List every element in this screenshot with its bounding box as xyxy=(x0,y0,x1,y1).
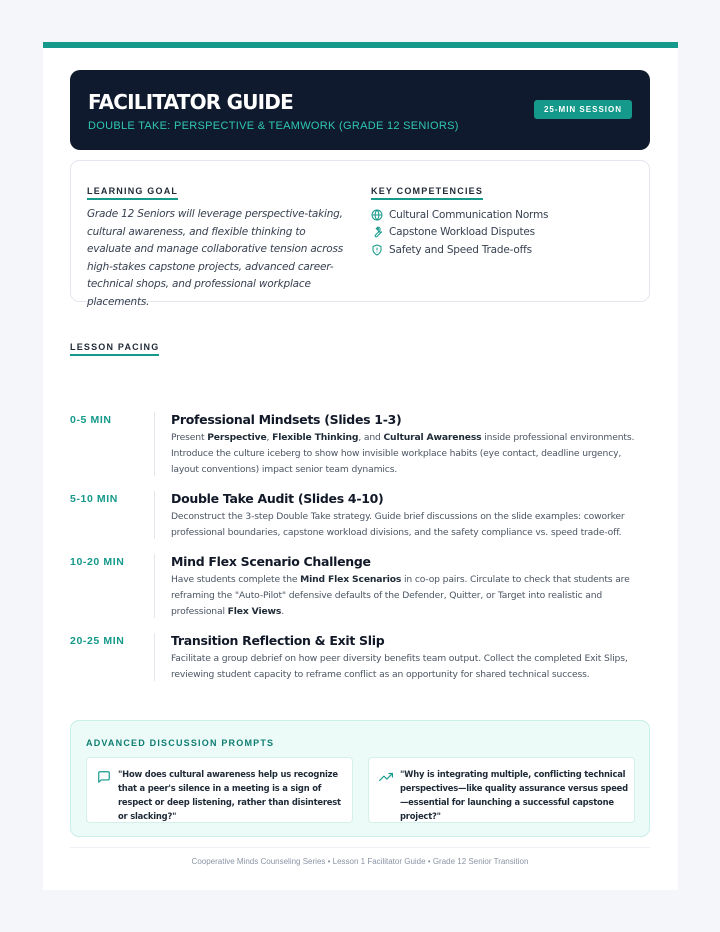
pacing-body xyxy=(154,491,650,539)
shield-icon xyxy=(371,244,383,256)
key-competencies-label: KEY COMPETENCIES xyxy=(371,186,483,200)
learning-goal-label: LEARNING GOAL xyxy=(87,186,178,200)
discussion-prompt-text: "How does cultural awareness help us recognize that a peer's silence in a meeting is a sign of respect or deep listening, rather than disinterest or slacking?" xyxy=(118,769,341,821)
session-length-badge: 25-MIN SESSION xyxy=(534,100,632,119)
competency-label: Cultural Communication Norms xyxy=(389,208,549,221)
key-competencies-section xyxy=(371,181,631,259)
competency-item xyxy=(371,206,631,224)
page-footer: Cooperative Minds Counseling Series • Lesson 1 Facilitator Guide • Grade 12 Senior Transition xyxy=(70,847,650,866)
pacing-time: 20-25 MIN xyxy=(70,635,125,647)
pacing-time: 5-10 MIN xyxy=(70,493,118,505)
discussion-prompts-label: ADVANCED DISCUSSION PROMPTS xyxy=(86,738,275,748)
learning-goal-section xyxy=(87,181,347,311)
wrench-icon xyxy=(371,226,383,238)
competency-list xyxy=(371,206,631,259)
pacing-title: Professional Mindsets (Slides 1-3) xyxy=(171,412,402,427)
competency-item xyxy=(371,241,631,259)
pacing-body xyxy=(154,412,650,476)
pacing-title: Mind Flex Scenario Challenge xyxy=(171,554,371,569)
pacing-body xyxy=(154,633,650,681)
trending-up-icon xyxy=(379,770,393,784)
competency-label: Capstone Workload Disputes xyxy=(389,226,535,239)
pacing-description: Facilitate a group debrief on how peer diversity benefits team output. Collect the completed Exit Slips, reviewing student capacity to reframe conflict as an opportunity for shared technical success. xyxy=(171,653,628,680)
pacing-time: 0-5 MIN xyxy=(70,414,112,426)
emphasis-term: Flexible Thinking xyxy=(272,432,359,443)
emphasis-term: Flex Views xyxy=(227,605,282,617)
page-subtitle: DOUBLE TAKE: PERSPECTIVE & TEAMWORK (GRADE 12 SENIORS) xyxy=(88,120,459,132)
emphasis-term: Perspective xyxy=(207,432,267,443)
learning-goal-card xyxy=(70,160,650,308)
pacing-description: Present Perspective, Flexible Thinking, and Cultural Awareness inside professional environments. Introduce the culture iceberg to show how invisible workplace habits (eye contact, deadline urgency, layout conventions) impact senior team dynamics. xyxy=(171,432,635,475)
competency-label: Safety and Speed Trade-offs xyxy=(389,243,532,256)
emphasis-term: Mind Flex Scenarios xyxy=(300,574,402,585)
discussion-prompts-panel xyxy=(70,720,650,837)
learning-goal-text: Grade 12 Seniors will leverage perspective-taking, cultural awareness, and flexible thinking to evaluate and manage collaborative tension across high-stakes capstone projects, advanced career-technical shops, and professional workplace placements. xyxy=(87,208,344,308)
pacing-description: Have students complete the Mind Flex Scenarios in co-op pairs. Circulate to check that students are reframing the "Auto-Pilot" defensive defaults of the Defender, Quitter, or Target into realistic and professional Flex Views. xyxy=(171,574,630,617)
header-banner xyxy=(70,70,650,150)
competency-item xyxy=(371,224,631,242)
globe-icon xyxy=(371,209,383,221)
pacing-description: Deconstruct the 3-step Double Take strategy. Guide brief discussions on the slide examples: coworker professional boundaries, capstone workload divisions, and the safety compliance vs. speed trade-off. xyxy=(171,511,625,538)
page-title: FACILITATOR GUIDE xyxy=(88,90,293,114)
pacing-body xyxy=(154,554,650,618)
discussion-prompt-card xyxy=(86,757,353,823)
emphasis-term: Cultural Awareness xyxy=(383,432,482,443)
discussion-prompt-text: "Why is integrating multiple, conflicting technical perspectives—like quality assurance versus speed—essential for launching a successful capstone project?" xyxy=(400,769,628,821)
pacing-time: 10-20 MIN xyxy=(70,556,125,568)
chat-bubble-icon xyxy=(97,770,111,784)
discussion-prompt-card xyxy=(368,757,635,823)
pacing-title: Double Take Audit (Slides 4-10) xyxy=(171,491,384,506)
facilitator-guide-page xyxy=(43,42,678,890)
pacing-title: Transition Reflection & Exit Slip xyxy=(171,633,385,648)
lesson-pacing-label: LESSON PACING xyxy=(70,342,159,356)
